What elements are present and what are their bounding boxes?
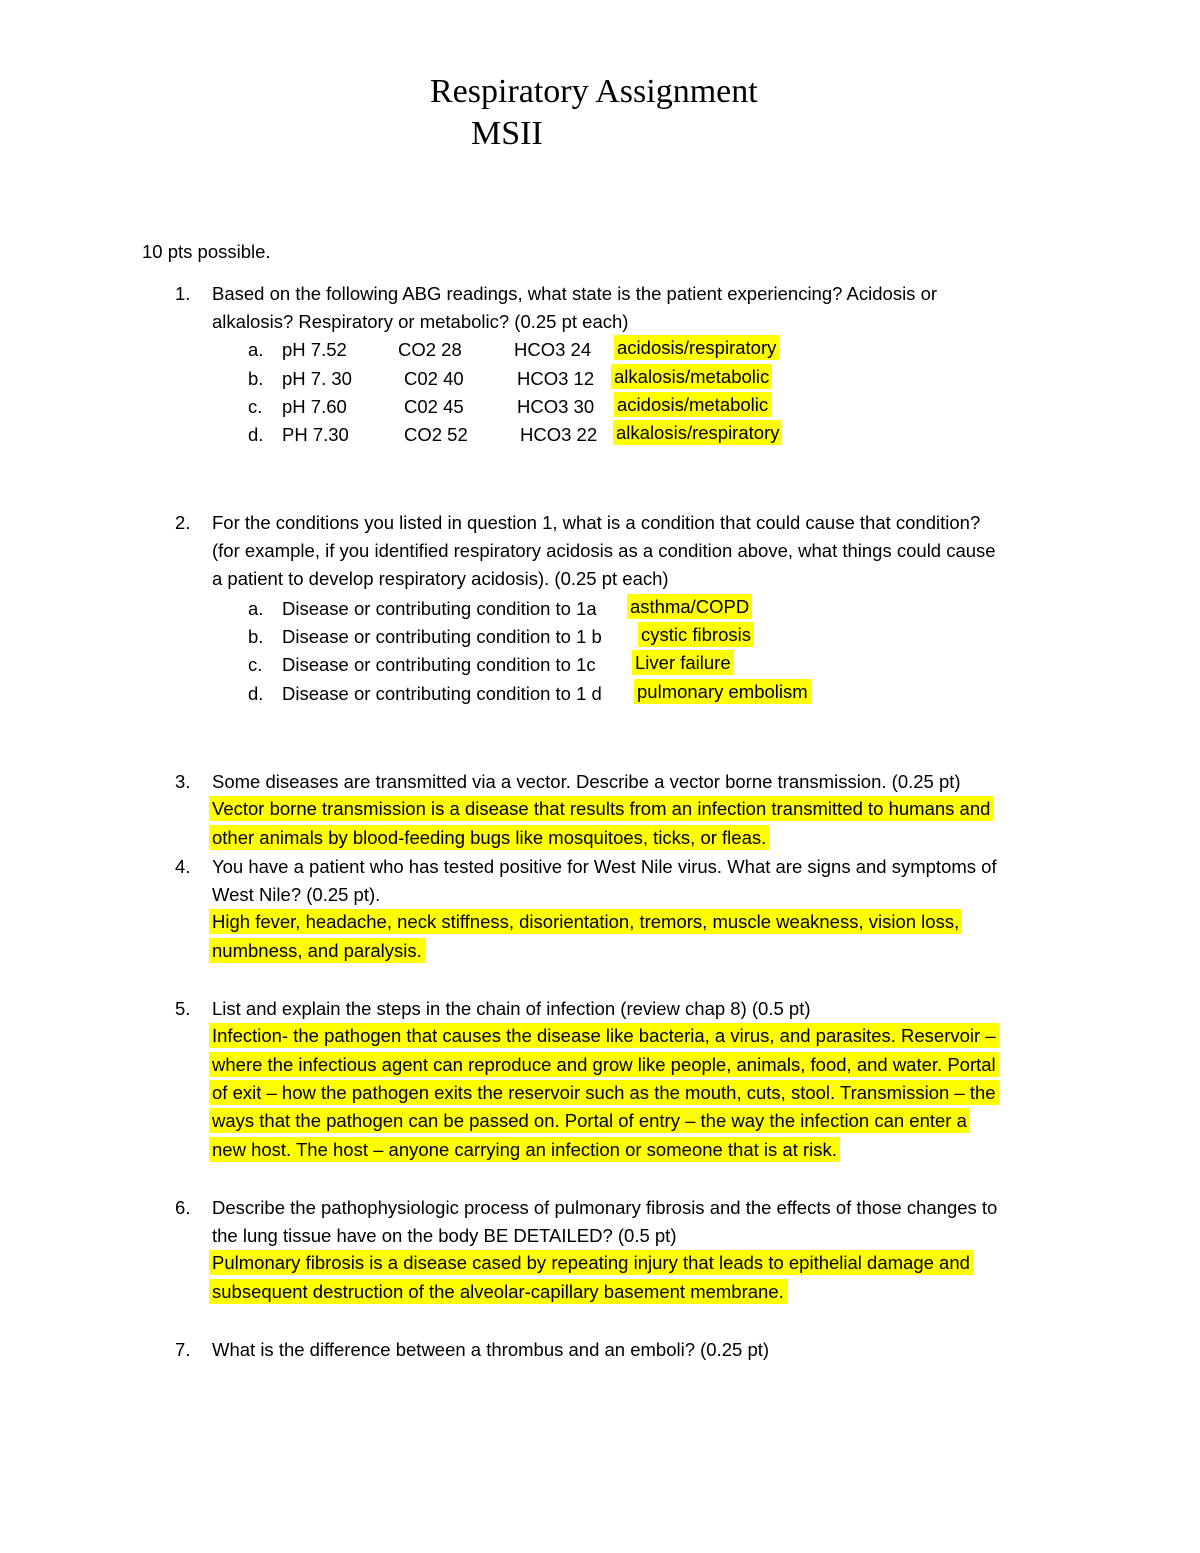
- question-5-answer-line1: [209, 1024, 999, 1048]
- question-4-answer-line2: [209, 939, 425, 963]
- question-5-text: List and explain the steps in the chain of infection (review chap 8) (0.5 pt): [212, 998, 811, 1019]
- answer-text: asthma/COPD: [627, 594, 752, 619]
- question-3-answer-line2: [209, 826, 769, 850]
- answer-text: acidosis/metabolic: [614, 392, 771, 417]
- ph-value: pH 7.52: [282, 339, 347, 360]
- page-subtitle: MSII: [471, 115, 543, 152]
- question-4-text-line1: You have a patient who has tested positive for West Nile virus. What are signs and symptoms of: [212, 856, 997, 877]
- co2-value: CO2 28: [398, 339, 462, 360]
- hco3-value: HCO3 12: [517, 368, 595, 389]
- answer-text: acidosis/respiratory: [614, 335, 779, 360]
- row-prompt: Disease or contributing condition to 1 b: [282, 626, 602, 647]
- answer-text: subsequent destruction of the alveolar-capillary basement membrane.: [209, 1279, 787, 1304]
- question-2-text-line2: (for example, if you identified respiratory acidosis as a condition above, what things could cause: [212, 540, 996, 561]
- question-1-number: 1.: [175, 283, 191, 304]
- question-6-number: 6.: [175, 1197, 191, 1218]
- page-title: Respiratory Assignment: [430, 73, 758, 110]
- hco3-value: HCO3 22: [520, 424, 598, 445]
- answer-highlight: [611, 365, 772, 389]
- question-5-answer-line3: [209, 1081, 999, 1105]
- question-1-text-line1: Based on the following ABG readings, what state is the patient experiencing? Acidosis or: [212, 283, 938, 304]
- question-5-number: 5.: [175, 998, 191, 1019]
- answer-highlight: [613, 421, 782, 445]
- answer-highlight: [614, 336, 779, 360]
- row-letter: a.: [248, 339, 264, 360]
- question-4-answer-line1: [209, 910, 962, 934]
- question-1-text-line2: alkalosis? Respiratory or metabolic? (0.25 pt each): [212, 311, 629, 332]
- answer-text: High fever, headache, neck stiffness, disorientation, tremors, muscle weakness, vision loss,: [209, 909, 962, 934]
- row-letter: c.: [248, 654, 263, 675]
- answer-text: numbness, and paralysis.: [209, 938, 425, 963]
- question-3-number: 3.: [175, 771, 191, 792]
- question-4-text-line2: West Nile? (0.25 pt).: [212, 884, 381, 905]
- row-letter: b.: [248, 626, 264, 647]
- answer-text: cystic fibrosis: [638, 622, 754, 647]
- answer-highlight: [634, 680, 811, 704]
- ph-value: pH 7. 30: [282, 368, 352, 389]
- answer-text: new host. The host – anyone carrying an infection or someone that is at risk.: [209, 1137, 840, 1162]
- answer-text: alkalosis/respiratory: [613, 420, 782, 445]
- row-prompt: Disease or contributing condition to 1a: [282, 598, 597, 619]
- answer-highlight: [614, 393, 771, 417]
- question-2-text-line1: For the conditions you listed in question 1, what is a condition that could cause that condition?: [212, 512, 981, 533]
- points-possible: 10 pts possible.: [142, 241, 271, 262]
- hco3-value: HCO3 30: [517, 396, 595, 417]
- answer-highlight: [638, 623, 754, 647]
- answer-text: Vector borne transmission is a disease that results from an infection transmitted to humans and: [209, 796, 993, 821]
- row-prompt: Disease or contributing condition to 1 d: [282, 683, 602, 704]
- question-3-answer-line1: [209, 797, 993, 821]
- ph-value: PH 7.30: [282, 424, 349, 445]
- ph-value: pH 7.60: [282, 396, 347, 417]
- question-2-number: 2.: [175, 512, 191, 533]
- row-letter: a.: [248, 598, 264, 619]
- hco3-value: HCO3 24: [514, 339, 592, 360]
- question-6-answer-line1: [209, 1251, 973, 1275]
- row-letter: d.: [248, 683, 264, 704]
- answer-text: other animals by blood-feeding bugs like mosquitoes, ticks, or fleas.: [209, 825, 769, 850]
- answer-text: pulmonary embolism: [634, 679, 811, 704]
- answer-highlight: [632, 651, 734, 675]
- answer-text: of exit – how the pathogen exits the reservoir such as the mouth, cuts, stool. Transmission – the: [209, 1080, 999, 1105]
- answer-text: Pulmonary fibrosis is a disease cased by repeating injury that leads to epithelial damage and: [209, 1250, 973, 1275]
- question-4-number: 4.: [175, 856, 191, 877]
- answer-text: alkalosis/metabolic: [611, 364, 772, 389]
- question-3-text: Some diseases are transmitted via a vector. Describe a vector borne transmission. (0.25 pt): [212, 771, 961, 792]
- question-6-text-line2: the lung tissue have on the body BE DETAILED? (0.5 pt): [212, 1225, 677, 1246]
- answer-text: where the infectious agent can reproduce and grow like people, animals, food, and water. Portal: [209, 1052, 999, 1077]
- question-5-answer-line5: [209, 1138, 840, 1162]
- co2-value: CO2 52: [404, 424, 468, 445]
- question-7-number: 7.: [175, 1339, 191, 1360]
- answer-text: Infection- the pathogen that causes the disease like bacteria, a virus, and parasites. Reservoir –: [209, 1023, 999, 1048]
- question-5-answer-line2: [209, 1053, 999, 1077]
- question-7-text: What is the difference between a thrombus and an emboli? (0.25 pt): [212, 1339, 770, 1360]
- answer-text: Liver failure: [632, 650, 734, 675]
- co2-value: C02 45: [404, 396, 464, 417]
- question-6-text-line1: Describe the pathophysiologic process of pulmonary fibrosis and the effects of those changes to: [212, 1197, 998, 1218]
- question-2-text-line3: a patient to develop respiratory acidosis). (0.25 pt each): [212, 568, 669, 589]
- row-letter: c.: [248, 396, 263, 417]
- co2-value: C02 40: [404, 368, 464, 389]
- question-6-answer-line2: [209, 1280, 787, 1304]
- answer-text: ways that the pathogen can be passed on. Portal of entry – the way the infection can enter a: [209, 1108, 970, 1133]
- row-letter: b.: [248, 368, 264, 389]
- row-prompt: Disease or contributing condition to 1c: [282, 654, 596, 675]
- row-letter: d.: [248, 424, 264, 445]
- answer-highlight: [627, 595, 752, 619]
- question-5-answer-line4: [209, 1109, 970, 1133]
